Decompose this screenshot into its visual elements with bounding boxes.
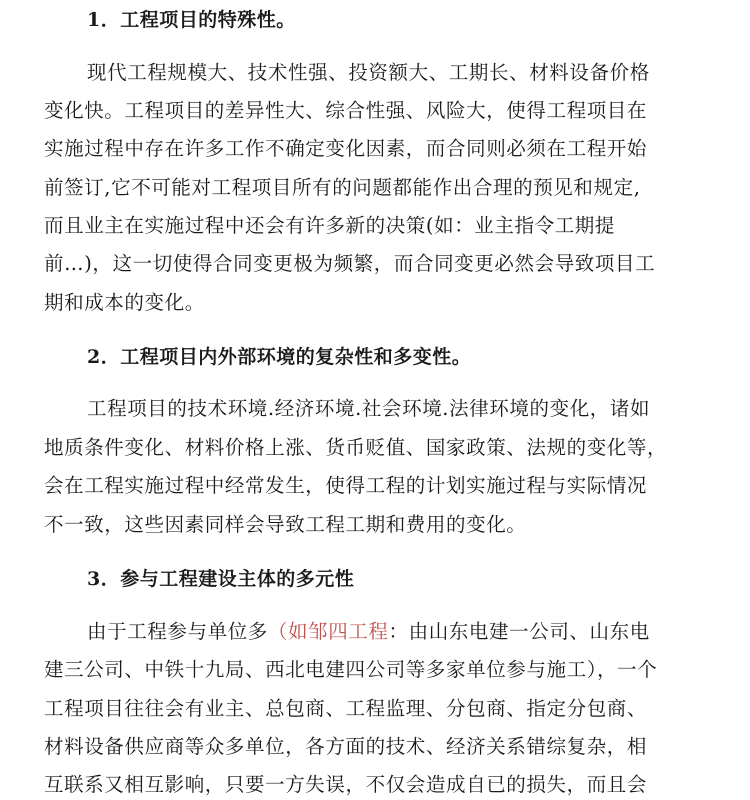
section-3-line-5: 互联系又相互影响，只要一方失误，不仅会造成自已的损失，而且会: [44, 773, 648, 796]
section-1-line-4: 前签订,它不可能对工程项目所有的问题都能作出合理的预见和规定,: [44, 176, 641, 199]
section-3-line-2: 建三公司、中铁十九局、西北电建四公司等多家单位参与施工），一个: [44, 658, 658, 681]
section-3-highlight-text: （如邹四工程: [267, 620, 389, 643]
section-1-heading: 1．工程项目的特殊性。: [87, 9, 296, 31]
section-1-line-2: 变化快。工程项目的差异性大、综合性强、风险大，使得工程项目在: [44, 99, 648, 122]
section-2-line-4: 不一致，这些因素同样会导致工程工期和费用的变化。: [44, 513, 527, 536]
section-3-line-1-suffix: ：由山东电建一公司、山东电: [388, 620, 650, 643]
section-1-line-6: 前…)，这一切使得合同变更极为频繁，而合同变更必然会导致项目工: [44, 252, 656, 275]
section-3-line-1-prefix: 由于工程参与单位多: [87, 620, 268, 643]
section-3-line-3: 工程项目往往会有业主、总包商、工程监理、分包商、指定分包商、: [44, 697, 648, 720]
section-3-line-1: [87, 616, 650, 644]
section-3-line-4: 材料设备供应商等众多单位，各方面的技术、经济关系错综复杂，相: [44, 735, 648, 758]
section-2-line-3: 会在工程实施过程中经常发生，使得工程的计划实施过程与实际情况: [44, 474, 648, 497]
section-1-line-7: 期和成本的变化。: [44, 291, 205, 314]
section-2-heading: 2．工程项目内外部环境的复杂性和多变性。: [87, 346, 472, 368]
section-2-line-1: 工程项目的技术环境.经济环境.社会环境.法律环境的变化，诸如: [87, 397, 651, 420]
section-1-line-1: 现代工程规模大、技术性强、投资额大、工期长、材料设备价格: [87, 61, 650, 84]
section-2-line-2: 地质条件变化、材料价格上涨、货币贬值、国家政策、法规的变化等，: [44, 436, 668, 459]
section-3-heading: 3．参与工程建设主体的多元性: [87, 568, 355, 590]
section-1-line-3: 实施过程中存在许多工作不确定变化因素，而合同则必须在工程开始: [44, 137, 648, 160]
section-1-line-5: 而且业主在实施过程中还会有许多新的决策(如：业主指令工期提: [44, 214, 616, 237]
